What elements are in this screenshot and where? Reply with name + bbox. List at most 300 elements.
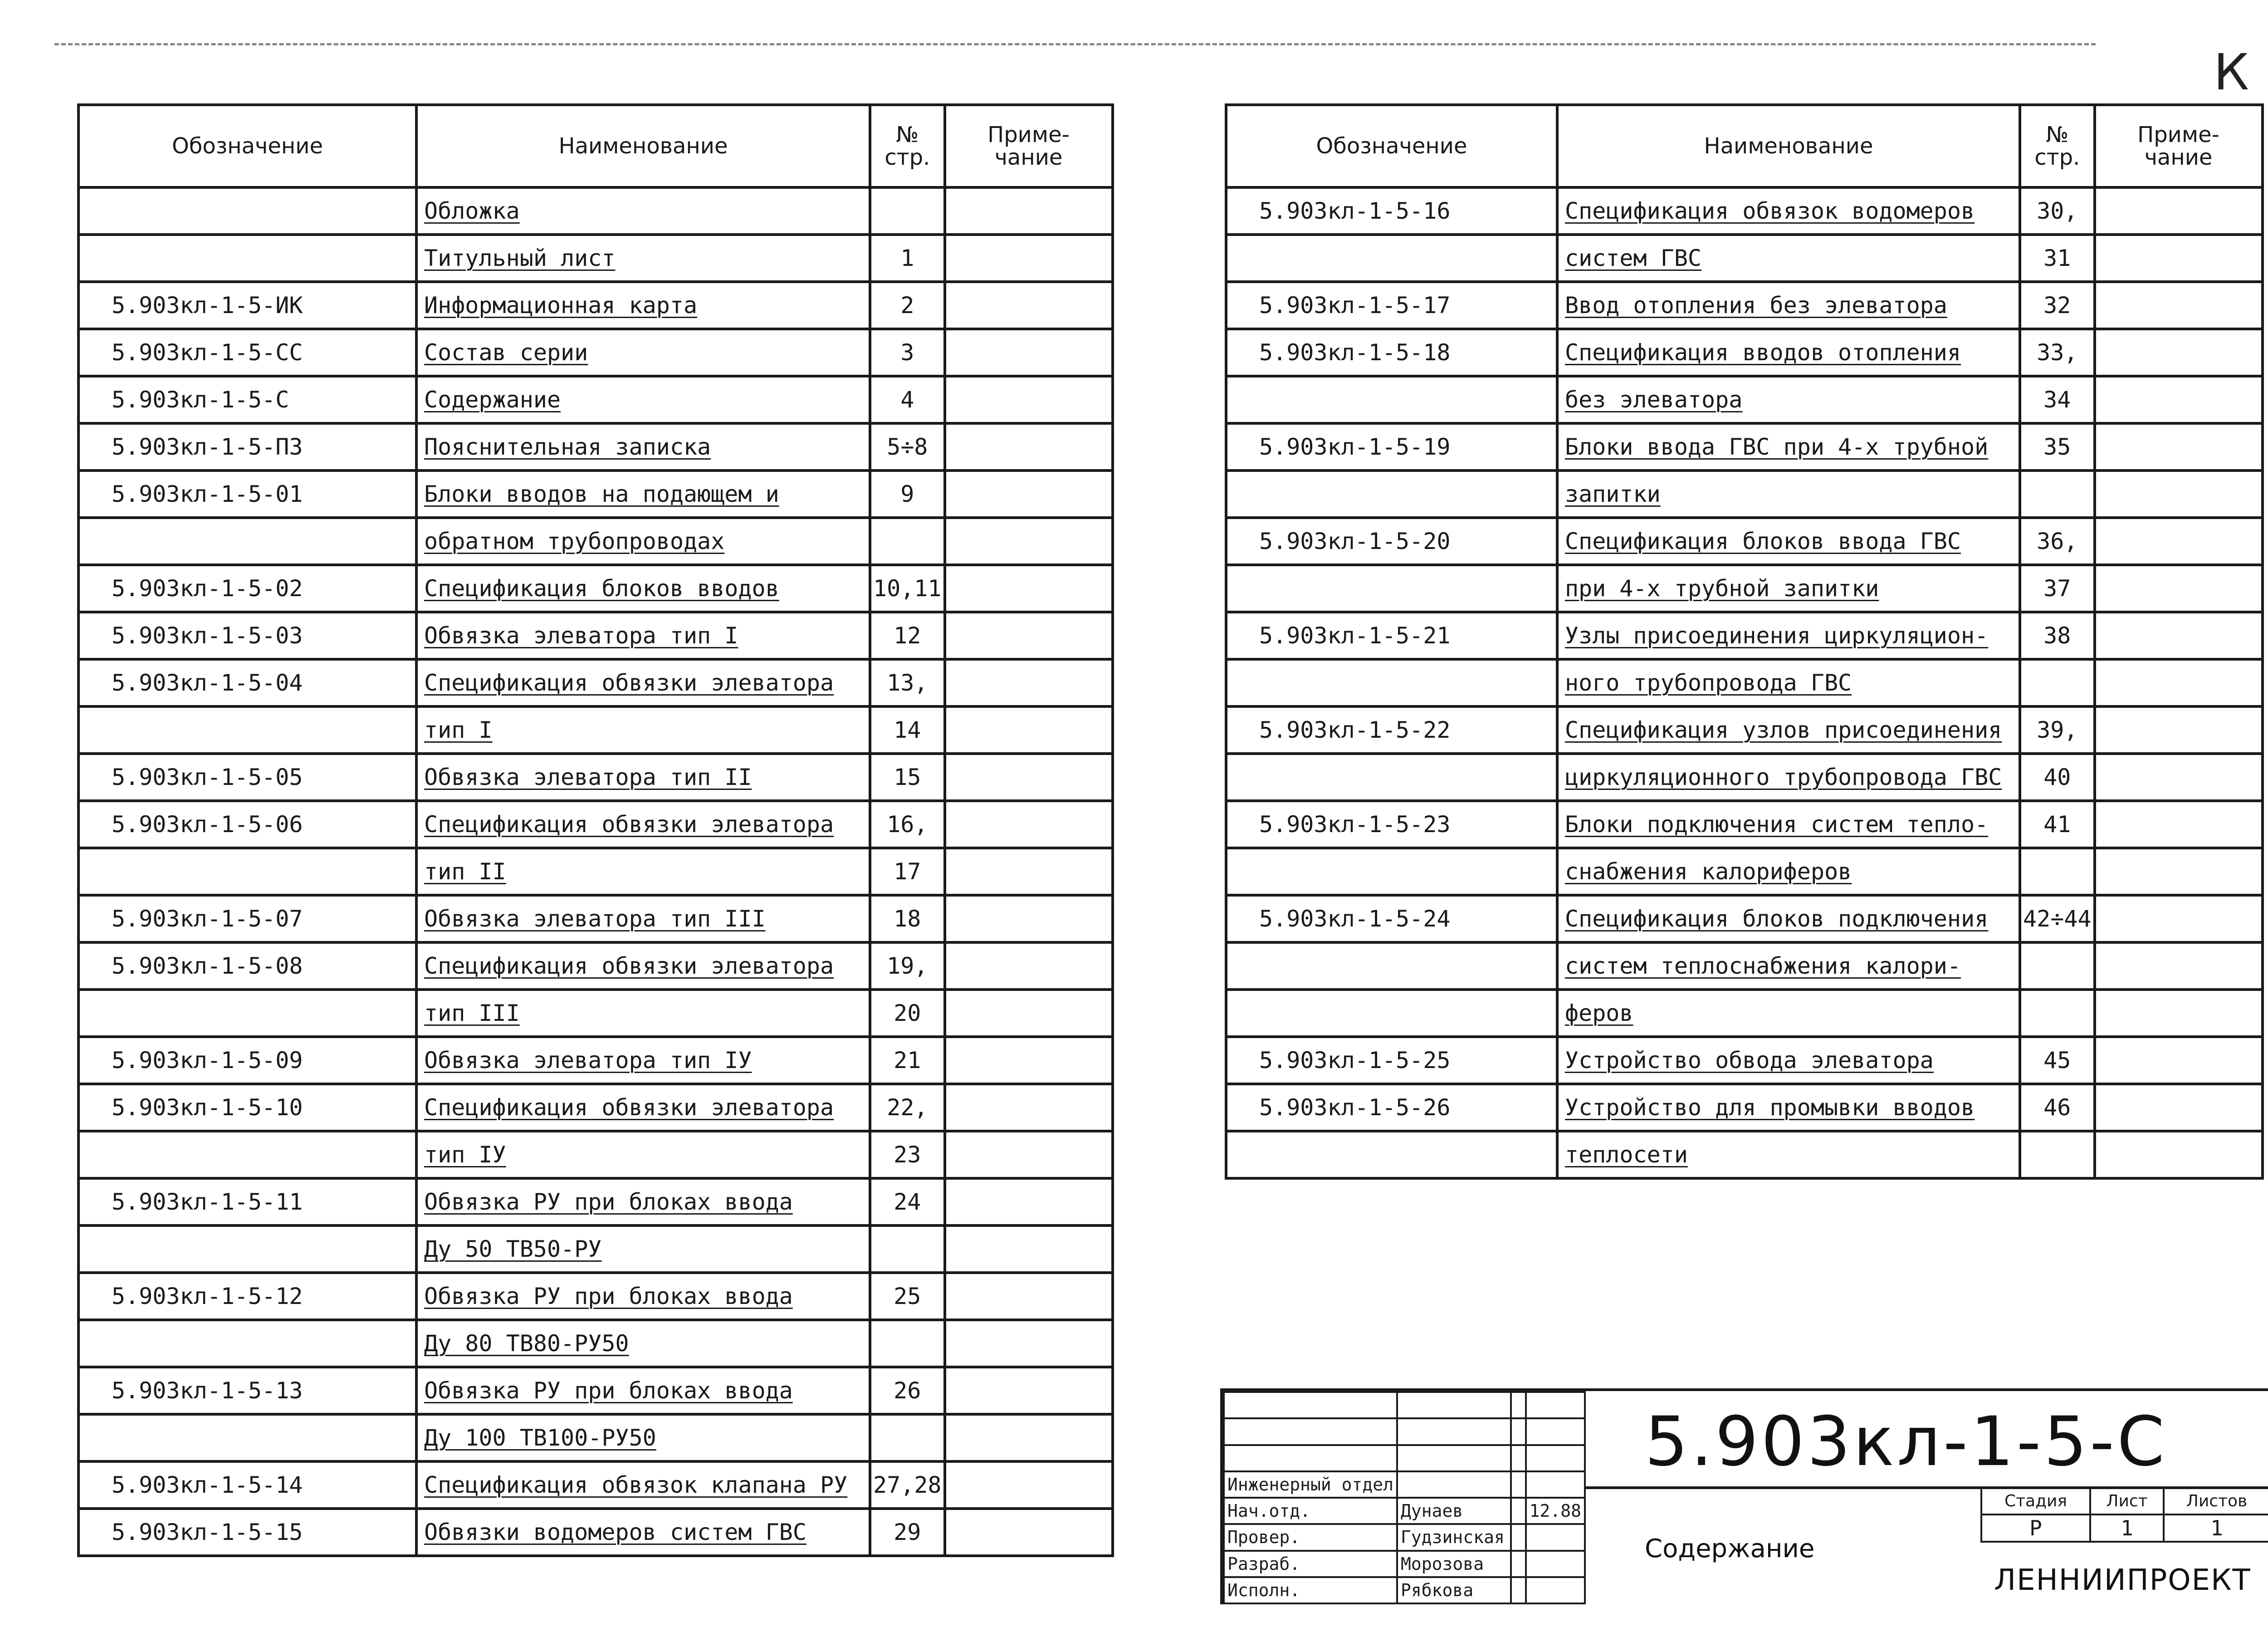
contents-table-left (77, 103, 1114, 1557)
note-cell (945, 1320, 1113, 1367)
document-code: 5.903кл-1-5-С (1645, 1402, 2167, 1481)
name-cell: Морозова (1397, 1551, 1511, 1577)
page-cell (2020, 942, 2095, 990)
page-cell: 32 (2020, 282, 2095, 329)
designation-cell (1226, 990, 1557, 1037)
note-header: Приме- чание (2095, 105, 2263, 187)
name-cell: систем ГВС (1557, 235, 2020, 282)
page-cell: 18 (870, 895, 945, 942)
note-cell (2095, 1084, 2263, 1131)
page-cell (2020, 990, 2095, 1037)
table-row (78, 1414, 1113, 1461)
name-cell: запитки (1557, 471, 2020, 518)
signature-cell (1511, 1524, 1526, 1550)
table-row (78, 848, 1113, 895)
stage-label: Стадия (1981, 1487, 2090, 1514)
table-row (78, 706, 1113, 754)
designation-cell (1226, 754, 1557, 801)
table-row (1226, 754, 2263, 801)
note-cell (945, 1367, 1113, 1414)
note-cell (945, 1084, 1113, 1131)
name-cell: Ду 100 ТВ100-РУ50 (416, 1414, 870, 1461)
table-row (1226, 565, 2263, 612)
page-cell: 5÷8 (870, 423, 945, 471)
page-cell (870, 1225, 945, 1273)
name-cell: тип III (416, 990, 870, 1037)
date-cell (1526, 1471, 1585, 1498)
stage-table (1980, 1486, 2268, 1543)
page-cell: 2 (870, 282, 945, 329)
designation-cell: 5.903кл-1-5-03 (78, 612, 416, 659)
note-cell (945, 565, 1113, 612)
date-cell (1526, 1577, 1585, 1603)
header-row (1226, 105, 2263, 187)
table-row (78, 471, 1113, 518)
note-cell (945, 1225, 1113, 1273)
page-cell: 15 (870, 754, 945, 801)
note-cell (2095, 282, 2263, 329)
page-cell: 33, (2020, 329, 2095, 376)
designation-cell: 5.903кл-1-5-24 (1226, 895, 1557, 942)
page-cell: 26 (870, 1367, 945, 1414)
table-row (78, 187, 1113, 235)
table-row (78, 329, 1113, 376)
signatures-body (1224, 1392, 1585, 1603)
page-cell: 45 (2020, 1037, 2095, 1084)
name-cell: Спецификация обвязки элеватора (416, 659, 870, 706)
table-row (78, 1131, 1113, 1178)
page-cell: 9 (870, 471, 945, 518)
table-row (1226, 895, 2263, 942)
name-cell: ного трубопровода ГВС (1557, 659, 2020, 706)
note-cell (2095, 1131, 2263, 1178)
table-row (1226, 518, 2263, 565)
table-row (1226, 612, 2263, 659)
page-cell: 41 (2020, 801, 2095, 848)
designation-cell (1226, 848, 1557, 895)
note-cell (2095, 990, 2263, 1037)
page-cell: 20 (870, 990, 945, 1037)
name-cell: Блоки подключения систем тепло- (1557, 801, 2020, 848)
page-cell: 40 (2020, 754, 2095, 801)
name-cell: феров (1557, 990, 2020, 1037)
page-cell: 46 (2020, 1084, 2095, 1131)
designation-cell (1226, 565, 1557, 612)
sheet-value: 1 (2090, 1514, 2164, 1542)
name-cell: тип I (416, 706, 870, 754)
note-cell (945, 329, 1113, 376)
table-row (78, 895, 1113, 942)
page-cell: 29 (870, 1509, 945, 1556)
table-row (1226, 329, 2263, 376)
designation-cell (78, 1320, 416, 1367)
designation-cell: 5.903кл-1-5-19 (1226, 423, 1557, 471)
note-cell (945, 942, 1113, 990)
page-cell: 10,11 (870, 565, 945, 612)
signatures-table (1223, 1391, 1586, 1604)
designation-cell: 5.903кл-1-5-26 (1226, 1084, 1557, 1131)
name-cell: Спецификация обвязок клапана РУ (416, 1461, 870, 1509)
table-row (78, 754, 1113, 801)
note-cell (2095, 187, 2263, 235)
note-cell (2095, 801, 2263, 848)
note-cell (945, 848, 1113, 895)
page-cell (870, 518, 945, 565)
designation-cell: 5.903кл-1-5-13 (78, 1367, 416, 1414)
name-cell: теплосети (1557, 1131, 2020, 1178)
page-cell (2020, 1131, 2095, 1178)
name-cell: Обвязка РУ при блоках ввода (416, 1367, 870, 1414)
name-cell: Информационная карта (416, 282, 870, 329)
designation-cell (1226, 659, 1557, 706)
name-cell: Спецификация вводов отопления (1557, 329, 2020, 376)
name-cell: Состав серии (416, 329, 870, 376)
designation-cell: 5.903кл-1-5-СС (78, 329, 416, 376)
name-cell: систем теплоснабжения калори- (1557, 942, 2020, 990)
page-cell: 37 (2020, 565, 2095, 612)
designation-cell: 5.903кл-1-5-22 (1226, 706, 1557, 754)
designation-cell (78, 848, 416, 895)
name-cell: Обвязка элеватора тип III (416, 895, 870, 942)
designation-cell (1226, 1131, 1557, 1178)
name-cell: Блоки вводов на подающем и (416, 471, 870, 518)
page-cell: 35 (2020, 423, 2095, 471)
name-cell: Спецификация блоков ввода ГВС (1557, 518, 2020, 565)
page-cell: 27,28 (870, 1461, 945, 1509)
note-cell (945, 282, 1113, 329)
name-cell: Ввод отопления без элеватора (1557, 282, 2020, 329)
note-cell (945, 471, 1113, 518)
table-row (78, 565, 1113, 612)
page-cell: 21 (870, 1037, 945, 1084)
name-cell: Спецификация обвязки элеватора (416, 942, 870, 990)
table-row (78, 801, 1113, 848)
page-cell (2020, 848, 2095, 895)
designation-cell: 5.903кл-1-5-17 (1226, 282, 1557, 329)
signature-cell (1511, 1577, 1526, 1603)
role-cell: Провер. (1224, 1524, 1397, 1550)
designation-cell: 5.903кл-1-5-04 (78, 659, 416, 706)
sheet-mark: К (2214, 43, 2249, 101)
name-cell: обратном трубопроводах (416, 518, 870, 565)
table-row (1226, 848, 2263, 895)
table-row (78, 1178, 1113, 1225)
note-cell (2095, 848, 2263, 895)
name-cell: Ду 80 ТВ80-РУ50 (416, 1320, 870, 1367)
table-row (78, 282, 1113, 329)
page-cell: 16, (870, 801, 945, 848)
note-cell (945, 1131, 1113, 1178)
document-title: Содержание (1645, 1534, 1815, 1563)
table-row (78, 659, 1113, 706)
designation-cell: 5.903кл-1-5-05 (78, 754, 416, 801)
note-cell (945, 990, 1113, 1037)
sheets-label: Листов (2164, 1487, 2268, 1514)
note-cell (945, 518, 1113, 565)
signature-row (1224, 1471, 1585, 1498)
designation-cell: 5.903кл-1-5-21 (1226, 612, 1557, 659)
name-header: Наименование (1557, 105, 2020, 187)
note-cell (945, 1509, 1113, 1556)
note-cell (945, 801, 1113, 848)
note-cell (945, 187, 1113, 235)
designation-cell (1226, 376, 1557, 423)
note-cell (2095, 376, 2263, 423)
note-cell (2095, 895, 2263, 942)
note-cell (945, 1037, 1113, 1084)
designation-cell (1226, 235, 1557, 282)
page-cell: 19, (870, 942, 945, 990)
name-cell: тип II (416, 848, 870, 895)
designation-cell: 5.903кл-1-5-01 (78, 471, 416, 518)
designation-cell: 5.903кл-1-5-10 (78, 1084, 416, 1131)
stage-value: Р (1981, 1514, 2090, 1542)
signature-cell (1511, 1471, 1526, 1498)
name-cell: Обвязки водомеров систем ГВС (416, 1509, 870, 1556)
table-row (78, 1367, 1113, 1414)
designation-cell (78, 187, 416, 235)
page-header: № стр. (2020, 105, 2095, 187)
designation-cell: 5.903кл-1-5-18 (1226, 329, 1557, 376)
page-cell: 12 (870, 612, 945, 659)
note-cell (945, 895, 1113, 942)
page-cell: 23 (870, 1131, 945, 1178)
note-cell (945, 235, 1113, 282)
role-cell: Инженерный отдел (1224, 1471, 1397, 1498)
role-cell: Исполн. (1224, 1577, 1397, 1603)
name-cell: Ду 50 ТВ50-РУ (416, 1225, 870, 1273)
page-cell: 38 (2020, 612, 2095, 659)
name-cell: Спецификация блоков вводов (416, 565, 870, 612)
name-cell (1397, 1471, 1511, 1498)
note-cell (2095, 942, 2263, 990)
name-cell: Узлы присоединения циркуляцион- (1557, 612, 2020, 659)
page-cell: 24 (870, 1178, 945, 1225)
designation-cell (78, 1414, 416, 1461)
designation-cell: 5.903кл-1-5-09 (78, 1037, 416, 1084)
name-cell: Обвязка элеватора тип IУ (416, 1037, 870, 1084)
table-row (78, 1037, 1113, 1084)
page-cell: 36, (2020, 518, 2095, 565)
page-cell: 42÷44 (2020, 895, 2095, 942)
page-cell: 31 (2020, 235, 2095, 282)
note-header: Приме- чание (945, 105, 1113, 187)
page-cell (870, 1414, 945, 1461)
table-row (1226, 187, 2263, 235)
contents-table-right (1225, 103, 2264, 1180)
designation-cell (1226, 942, 1557, 990)
page-cell: 14 (870, 706, 945, 754)
name-cell: Спецификация обвязок водомеров (1557, 187, 2020, 235)
designation-cell: 5.903кл-1-5-08 (78, 942, 416, 990)
designation-cell (78, 518, 416, 565)
designation-cell: 5.903кл-1-5-ИК (78, 282, 416, 329)
designation-cell: 5.903кл-1-5-25 (1226, 1037, 1557, 1084)
note-cell (945, 1461, 1113, 1509)
signature-row (1224, 1524, 1585, 1550)
table-row (78, 942, 1113, 990)
designation-cell: 5.903кл-1-5-12 (78, 1273, 416, 1320)
date-cell: 12.88 (1526, 1498, 1585, 1524)
note-cell (2095, 329, 2263, 376)
header-row (78, 105, 1113, 187)
organization-name: ЛЕННИИПРОЕКТ (1994, 1563, 2251, 1597)
name-cell: Обвязка элеватора тип I (416, 612, 870, 659)
name-cell: Обвязка РУ при блоках ввода (416, 1273, 870, 1320)
table-row (78, 1320, 1113, 1367)
top-border-line (54, 43, 2096, 45)
name-cell: Обвязка элеватора тип II (416, 754, 870, 801)
page-cell: 22, (870, 1084, 945, 1131)
name-cell: при 4-х трубной запитки (1557, 565, 2020, 612)
page-cell (870, 1320, 945, 1367)
designation-cell: 5.903кл-1-5-С (78, 376, 416, 423)
table-row (78, 1509, 1113, 1556)
table-row (1226, 423, 2263, 471)
sheet-label: Лист (2090, 1487, 2164, 1514)
table-row (1226, 471, 2263, 518)
note-cell (945, 612, 1113, 659)
page-cell (870, 187, 945, 235)
contents-body-left (78, 187, 1113, 1556)
table-row (1226, 801, 2263, 848)
table-row (1226, 282, 2263, 329)
table-row (1226, 1084, 2263, 1131)
signature-row (1224, 1498, 1585, 1524)
name-cell: Гудзинская (1397, 1524, 1511, 1550)
table-row (78, 235, 1113, 282)
title-block (1220, 1388, 2268, 1604)
table-row (1226, 659, 2263, 706)
name-cell: без элеватора (1557, 376, 2020, 423)
name-cell: Титульный лист (416, 235, 870, 282)
signature-cell (1511, 1498, 1526, 1524)
page-cell: 1 (870, 235, 945, 282)
note-cell (2095, 518, 2263, 565)
designation-cell (78, 235, 416, 282)
page-header: № стр. (870, 105, 945, 187)
name-cell: Рябкова (1397, 1577, 1511, 1603)
name-cell: Устройство для промывки вводов (1557, 1084, 2020, 1131)
page-cell: 17 (870, 848, 945, 895)
table-row (1226, 706, 2263, 754)
designation-cell (78, 706, 416, 754)
page-cell: 25 (870, 1273, 945, 1320)
name-cell: Спецификация обвязки элеватора (416, 801, 870, 848)
name-cell: Спецификация обвязки элеватора (416, 1084, 870, 1131)
designation-header: Обозначение (1226, 105, 1557, 187)
name-cell: Обвязка РУ при блоках ввода (416, 1178, 870, 1225)
role-cell: Разраб. (1224, 1551, 1397, 1577)
table-row (1226, 235, 2263, 282)
designation-cell (1226, 471, 1557, 518)
page-cell: 13, (870, 659, 945, 706)
page-cell: 39, (2020, 706, 2095, 754)
note-cell (2095, 754, 2263, 801)
designation-cell: 5.903кл-1-5-ПЗ (78, 423, 416, 471)
note-cell (945, 1178, 1113, 1225)
table-row (1226, 990, 2263, 1037)
designation-cell: 5.903кл-1-5-07 (78, 895, 416, 942)
name-cell: Блоки ввода ГВС при 4-х трубной (1557, 423, 2020, 471)
signature-row (1224, 1551, 1585, 1577)
name-cell: циркуляционного трубопровода ГВС (1557, 754, 2020, 801)
name-cell: Пояснительная записка (416, 423, 870, 471)
page-cell: 30, (2020, 187, 2095, 235)
note-cell (2095, 471, 2263, 518)
name-cell: Содержание (416, 376, 870, 423)
name-cell: Устройство обвода элеватора (1557, 1037, 2020, 1084)
table-row (78, 1084, 1113, 1131)
note-cell (945, 1273, 1113, 1320)
table-row (78, 423, 1113, 471)
designation-cell (78, 1131, 416, 1178)
designation-cell: 5.903кл-1-5-23 (1226, 801, 1557, 848)
page-cell (2020, 471, 2095, 518)
role-cell: Нач.отд. (1224, 1498, 1397, 1524)
table-row (78, 612, 1113, 659)
designation-cell (78, 990, 416, 1037)
designation-cell: 5.903кл-1-5-20 (1226, 518, 1557, 565)
table-row (1226, 376, 2263, 423)
name-cell: тип IУ (416, 1131, 870, 1178)
note-cell (2095, 706, 2263, 754)
name-cell: Спецификация узлов присоединения (1557, 706, 2020, 754)
note-cell (945, 376, 1113, 423)
note-cell (945, 659, 1113, 706)
designation-cell: 5.903кл-1-5-16 (1226, 187, 1557, 235)
table-row (1226, 942, 2263, 990)
note-cell (945, 423, 1113, 471)
table-row (1226, 1131, 2263, 1178)
page-cell: 4 (870, 376, 945, 423)
note-cell (2095, 423, 2263, 471)
note-cell (2095, 565, 2263, 612)
date-cell (1526, 1551, 1585, 1577)
note-cell (2095, 659, 2263, 706)
table-row (78, 990, 1113, 1037)
note-cell (945, 706, 1113, 754)
table-row (78, 1225, 1113, 1273)
note-cell (945, 1414, 1113, 1461)
table-row (78, 518, 1113, 565)
designation-cell: 5.903кл-1-5-14 (78, 1461, 416, 1509)
sheets-value: 1 (2164, 1514, 2268, 1542)
page-cell (2020, 659, 2095, 706)
name-cell: Дунаев (1397, 1498, 1511, 1524)
designation-header: Обозначение (78, 105, 416, 187)
table-row (78, 1461, 1113, 1509)
table-row (78, 1273, 1113, 1320)
signature-cell (1511, 1551, 1526, 1577)
designation-cell: 5.903кл-1-5-02 (78, 565, 416, 612)
table-row (78, 376, 1113, 423)
designation-cell: 5.903кл-1-5-11 (78, 1178, 416, 1225)
designation-cell (78, 1225, 416, 1273)
designation-cell: 5.903кл-1-5-06 (78, 801, 416, 848)
name-cell: Спецификация блоков подключения (1557, 895, 2020, 942)
note-cell (2095, 612, 2263, 659)
designation-cell: 5.903кл-1-5-15 (78, 1509, 416, 1556)
note-cell (2095, 235, 2263, 282)
name-header: Наименование (416, 105, 870, 187)
page-cell: 34 (2020, 376, 2095, 423)
signature-row (1224, 1577, 1585, 1603)
contents-body-right (1226, 187, 2263, 1178)
date-cell (1526, 1524, 1585, 1550)
page-cell: 3 (870, 329, 945, 376)
note-cell (2095, 1037, 2263, 1084)
